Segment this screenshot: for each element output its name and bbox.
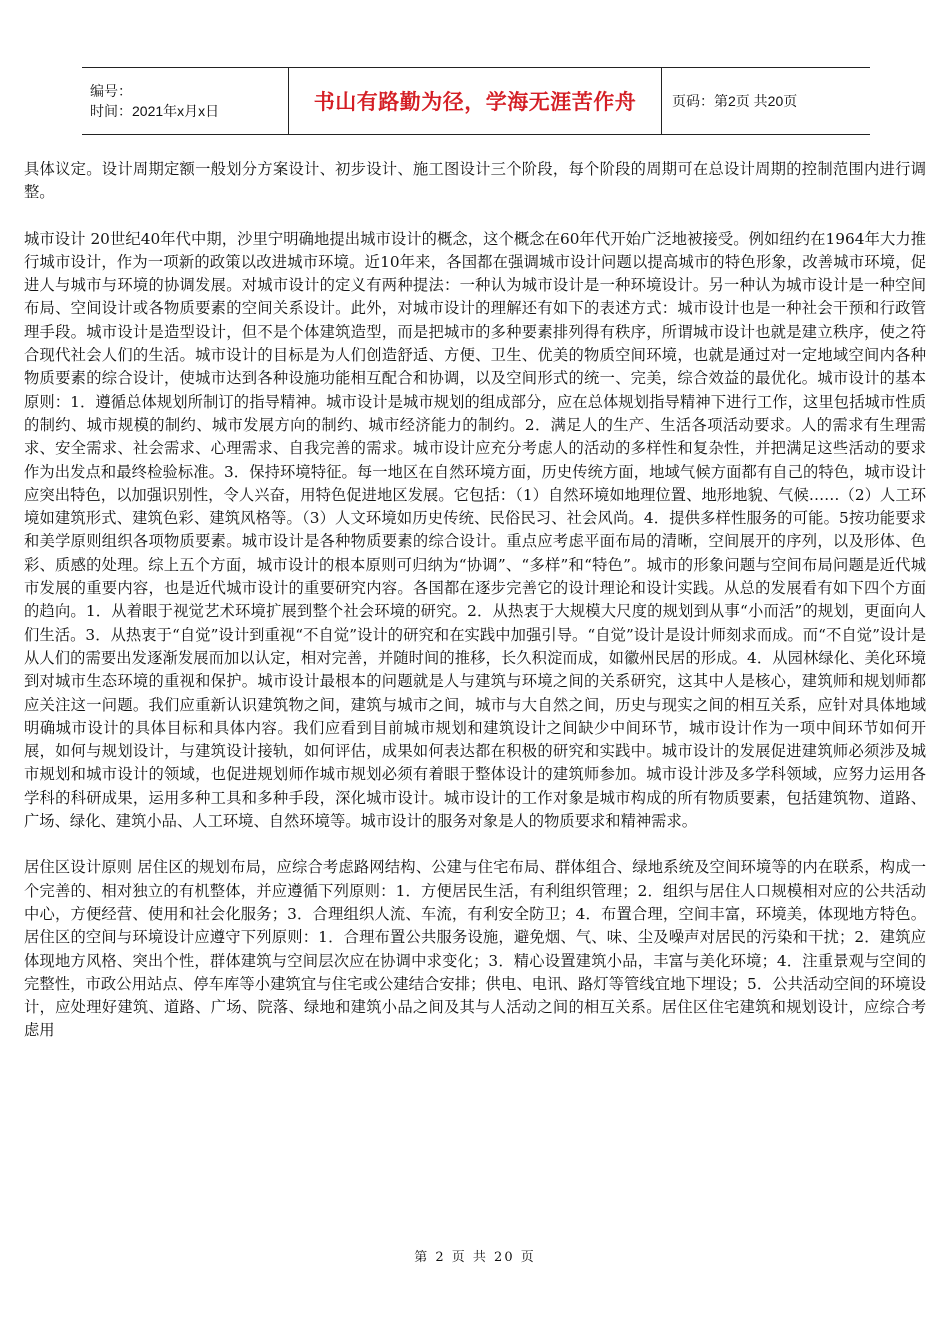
header-motto-cell <box>289 68 662 135</box>
page-footer: 第 2 页 共 20 页 <box>414 1250 536 1265</box>
header-meta-cell <box>82 68 289 135</box>
paragraph-residential-design: 居住区设计原则 居住区的规划布局，应综合考虑路网结构、公建与住宅布局、群体组合、绿地系统及空间环境等的内在联系，构成一个完善的、相对独立的有机整体，并应遵循下列原则：1．方便居民生活，有利组织管理；2．组织与居住人口规模相对应的公共活动中心，方便经营、使用和社会化服务；3．合理组织人流、车流，有利安全防卫；4．布置合理，空间丰富，环境美，体现地方特色。居住区的空间与环境设计应遵守下列原则：1．合理布置公共服务设施，避免烟、气、味、尘及噪声对居民的污染和干扰；2．建筑应体现地方风格、突出个性，群体建筑与空间层次应在协调中求变化；3．精心设置建筑小品，丰富与美化环境；4．注重景观与空间的完整性，市政公用站点、停车库等小建筑宜与住宅或公建结合安排；供电、电讯、路灯等管线宜地下埋设；5．公共活动空间的环境设计，应处理好建筑、道路、广场、院落、绿地和建筑小品之间及其与人活动之间的相互关系。居住区住宅建筑和规划设计，应综合考虑用 <box>24 858 926 1040</box>
header-motto: 书山有路勤为径，学海无涯苦作舟 <box>313 90 637 114</box>
page-header <box>82 67 870 135</box>
document-body <box>24 158 926 1043</box>
header-page-info: 页码：第2页 共20页 <box>672 93 798 109</box>
document-time-label: 时间：2021年x月x日 <box>90 103 220 119</box>
document-number-label: 编号： <box>90 83 132 99</box>
paragraph-design-cycle: 具体议定。设计周期定额一般划分方案设计、初步设计、施工图设计三个阶段，每个阶段的周期可在总设计周期的控制范围内进行调整。 <box>24 160 926 202</box>
paragraph-urban-design: 城市设计 20世纪40年代中期，沙里宁明确地提出城市设计的概念，这个概念在60年代开始广泛地被接受。例如纽约在1964年大力推行城市设计，作为一项新的政策以改进城市环境。近10年来，各国都在强调城市设计问题以提高城市的特色形象，改善城市环境，促进人与城市与环境的协调发展。对城市设计的定义有两种提法：一种认为城市设计是一种环境设计。另一种认为城市设计是一种空间布局、空间设计或各物质要素的空间关系设计。此外，对城市设计的理解还有如下的表述方式：城市设计也是一种社会干预和行政管理手段。城市设计是造型设计，但不是个体建筑造型，而是把城市的多种要素排列得有秩序，所谓城市设计也就是建立秩序，使之符合现代社会人们的生活。城市设计的目标是为人们创造舒适、方便、卫生、优美的物质空间环境，也就是通过对一定地域空间内各种物质要素的综合设计，使城市达到各种设施功能相互配合和协调，以及空间形式的统一、完美，综合效益的最优化。城市设计的基本原则：1．遵循总体规划所制订的指导精神。城市设计是城市规划的组成部分，应在总体规划指导精神下进行工作，这里包括城市性质的制约、城市规模的制约、城市发展方向的制约、城市经济能力的制约。2．满足人的生产、生活各项活动要求。人的需求有生理需求、安全需求、社会需求、心理需求、自我完善的需求。城市设计应充分考虑人的活动的多样性和复杂性，并把满足这些活动的要求作为出发点和最终检验标准。3．保持环境特征。每一地区在自然环境方面，历史传统方面，地域气候方面都有自己的特色，城市设计应突出特色，以加强识别性，令人兴奋，用特色促进地区发展。它包括：（1）自然环境如地理位置、地形地貌、气候……（2）人工环境如建筑形式、建筑色彩、建筑风格等。（3）人文环境如历史传统、民俗民习、社会风尚。4．提供多样性服务的可能。5按功能要求和美学原则组织各项物质要素。城市设计是各种物质要素的综合设计。重点应考虑平面布局的清晰，空间展开的序列，以及形体、色彩、质感的处理。综上五个方面，城市设计的根本原则可归纳为“协调”、“多样”和“特色”。城市的形象问题与空间布局问题是近代城市发展的重要内容，也是近代城市设计的重要研究内容。各国都在逐步完善它的设计理论和设计实践。从总的发展看有如下四个方面的趋向。1．从着眼于视觉艺术环境扩展到整个社会环境的研究。2．从热衷于大规模大尺度的规划到从事“小而活”的规划，更面向人们生活。3．从热衷于“自觉”设计到重视“不自觉”设计的研究和在实践中加强引导。“自觉”设计是设计师刻求而成。而“不自觉”设计是从人们的需要出发逐渐发展而加以认定，相对完善，并随时间的推移，长久积淀而成，如徽州民居的形成。4．从园林绿化、美化环境到对城市生态环境的重视和保护。城市设计最根本的问题就是人与建筑与环境之间的关系研究，这其中人是核心，建筑师和规划师都应关注这一问题。我们应重新认识建筑物之间，建筑与城市之间，城市与大自然之间，历史与现实之间的相互关系，应针对具体地域明确城市设计的具体目标和具体内容。我们应看到目前城市规划和建筑设计之间缺少中间环节，城市设计作为一项中间环节如何开展，如何与规划设计，与建筑设计接轨，如何评估，成果如何表达都在积极的研究和实践中。城市设计的发展促进建筑师必须涉及城市规划和城市设计的领域，也促进规划师作城市规划必须有着眼于整体设计的建筑师参加。城市设计涉及多学科领域，应努力运用各学科的科研成果，运用多种工具和多种手段，深化城市设计。城市设计的工作对象是城市构成的所有物质要素，包括建筑物、道路、广场、绿化、建筑小品、人工环境、自然环境等。城市设计的服务对象是人的物质要求和精神需求。 <box>24 229 926 831</box>
header-page-cell <box>662 68 871 135</box>
